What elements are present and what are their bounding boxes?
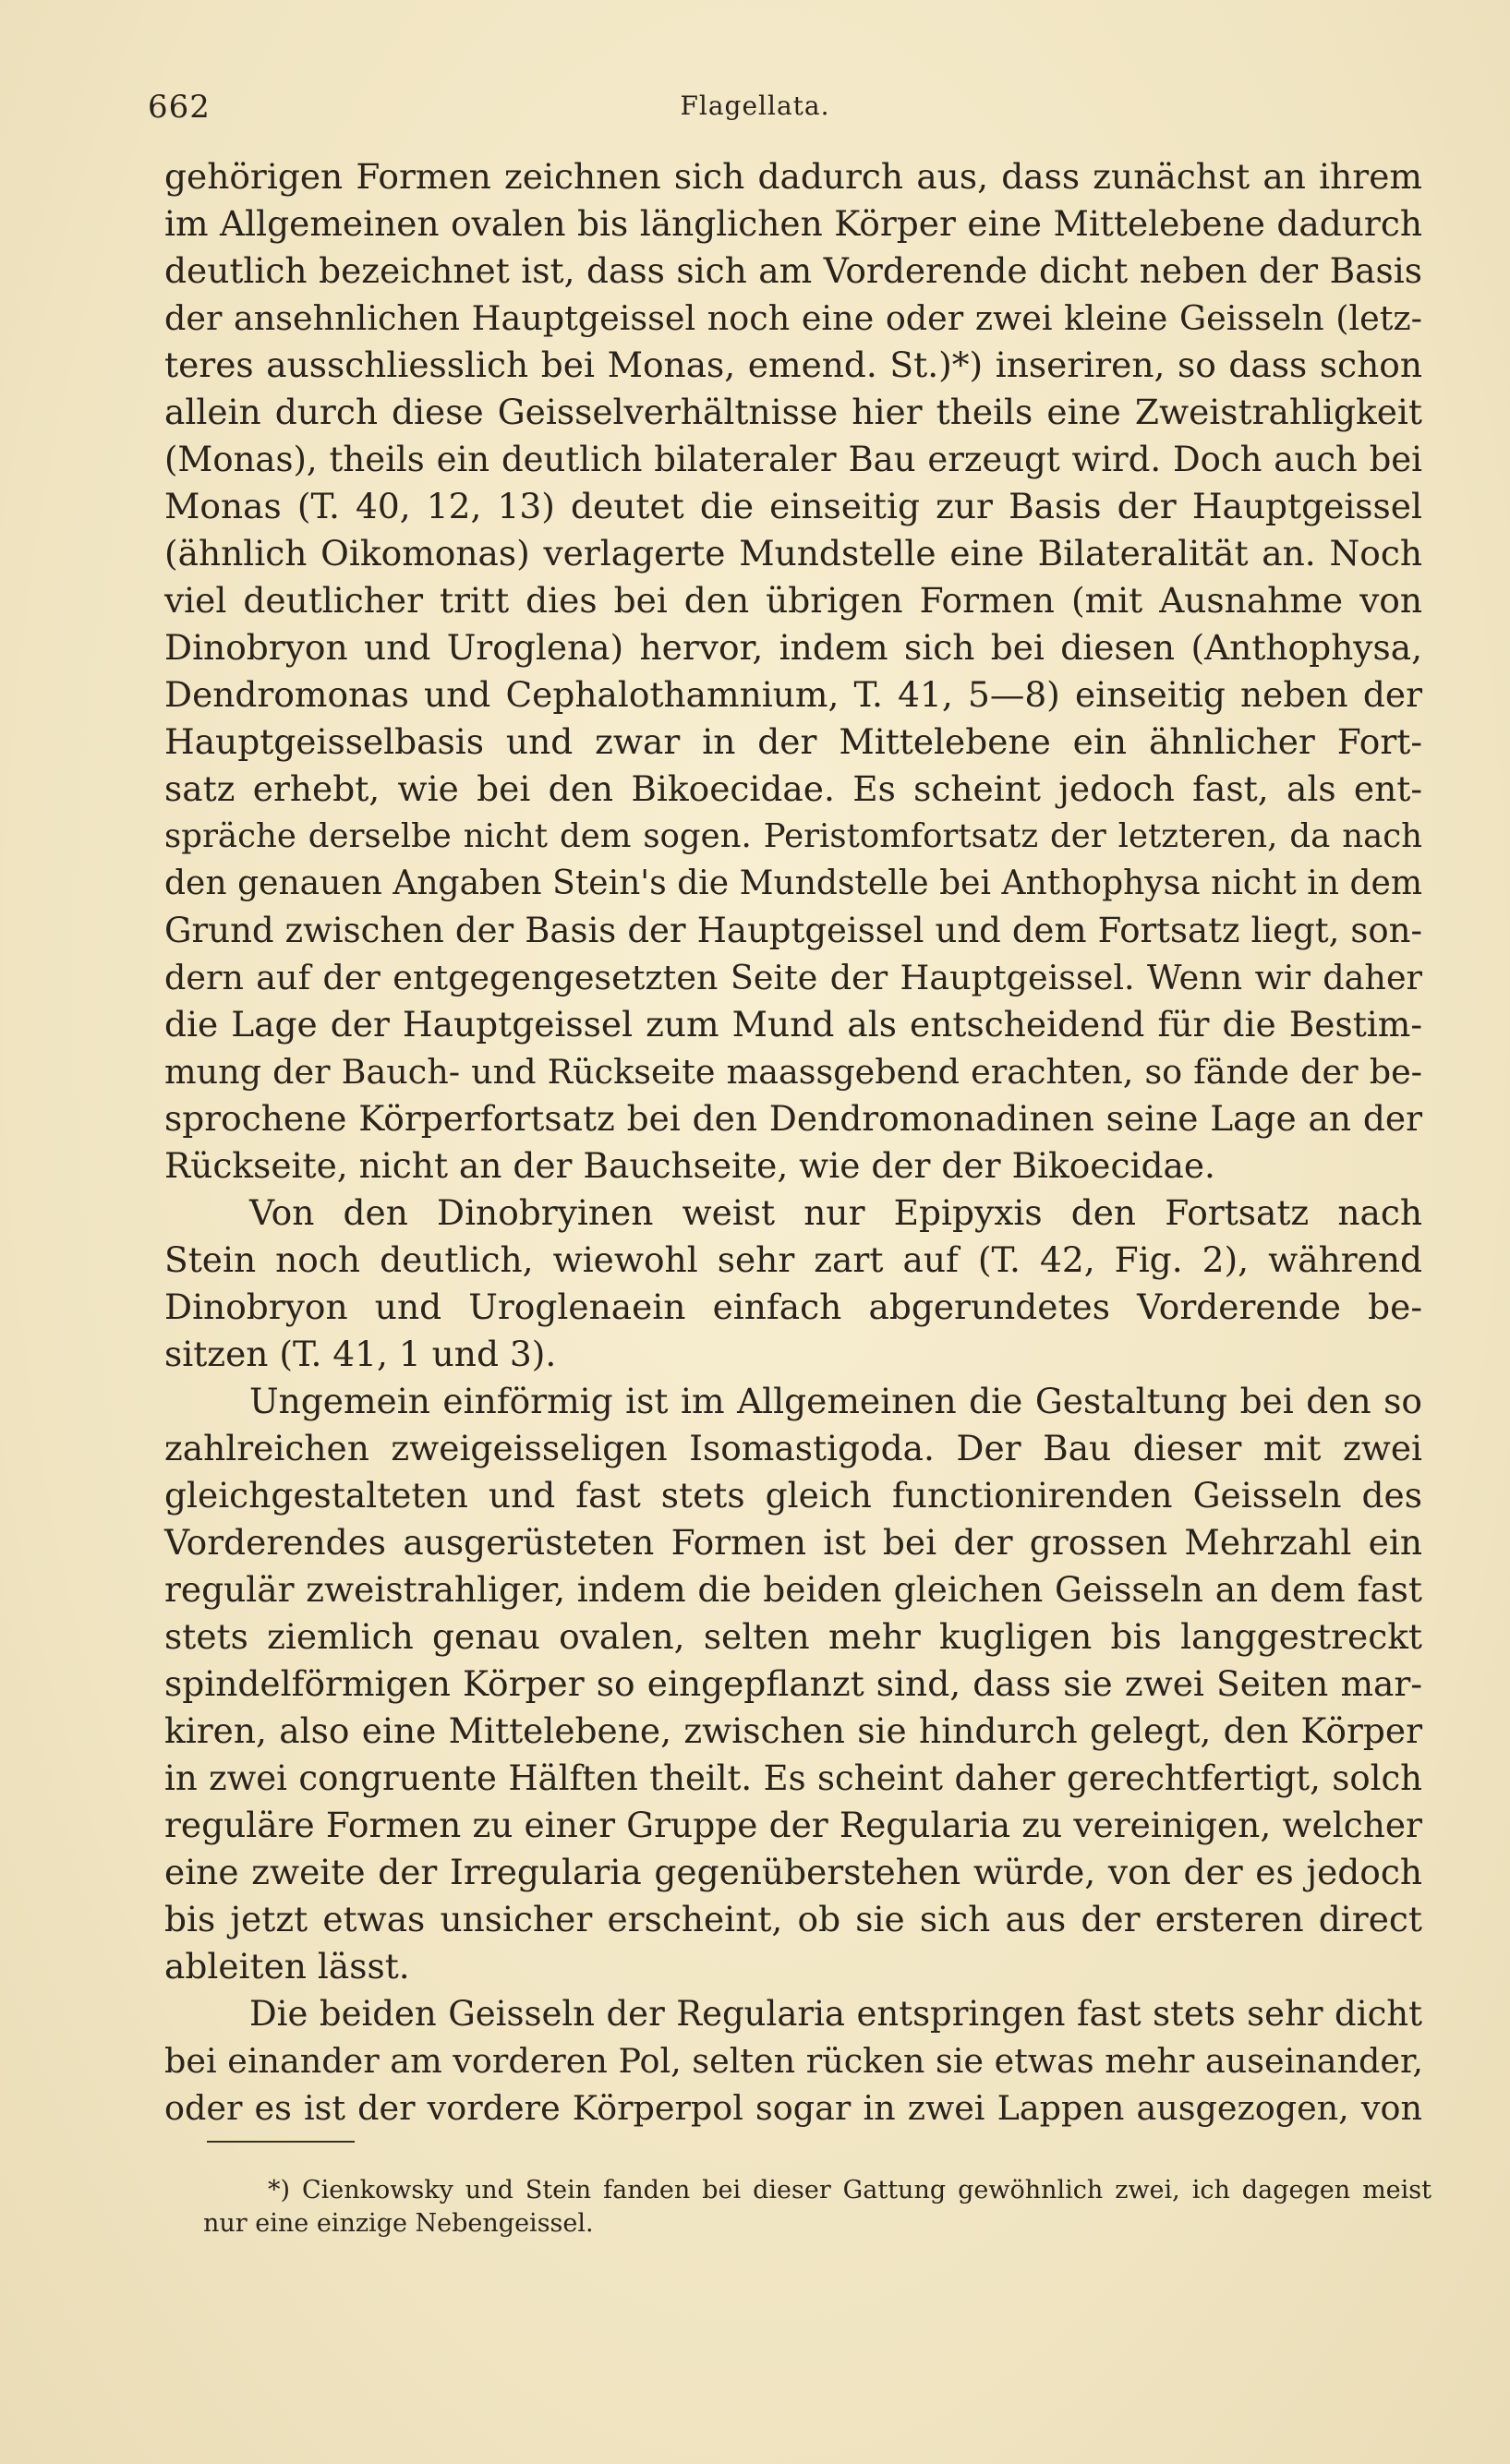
text-line: dern auf der entgegengesetzten Seite der Hauptgeissel. Wenn wir daher xyxy=(164,958,1422,997)
text-line: Monas (T. 40, 12, 13) deutet die einseitig zur Basis der Hauptgeissel xyxy=(164,486,1422,526)
text-line: reguläre Formen zu einer Gruppe der Regularia zu vereinigen, welcher xyxy=(164,1805,1422,1845)
footnote xyxy=(203,2174,1431,2241)
text-line: gleichgestalteten und fast stets gleich functionirenden Geisseln des xyxy=(164,1475,1422,1516)
text-line: Von den Dinobryinen weist nur Epipyxis den Fortsatz nach xyxy=(249,1192,1422,1233)
text-line: bis jetzt etwas unsicher erscheint, ob sie sich aus der ersteren direct xyxy=(164,1899,1422,1939)
text-line: Dendromonas und Cephalothamnium, T. 41, 5—8) einseitig neben der xyxy=(164,674,1422,715)
footnote-line: *) Cienkowsky und Stein fanden bei dieser Gattung gewöhnlich zwei, ich dagegen meist xyxy=(268,2176,1431,2204)
text-line: stets ziemlich genau ovalen, selten mehr kugligen bis langgestreckt xyxy=(164,1616,1422,1657)
text-line: mung der Bauch- und Rückseite maassgebend erachten, so fände der be- xyxy=(164,1052,1422,1092)
text-line: Dinobryon und Uroglena) hervor, indem sich bei diesen (Anthophysa, xyxy=(164,627,1422,668)
text-line: (ähnlich Oikomonas) verlagerte Mundstelle eine Bilateralität an. Noch xyxy=(164,533,1422,574)
running-title: Flagellata. xyxy=(680,91,830,121)
text-line: sitzen (T. 41, 1 und 3). xyxy=(164,1334,557,1374)
text-line: ableiten lässt. xyxy=(164,1946,410,1987)
text-line: spindelförmigen Körper so eingepflanzt sind, dass sie zwei Seiten mar- xyxy=(164,1663,1422,1704)
text-line: satz erhebt, wie bei den Bikoecidae. Es scheint jedoch fast, als ent- xyxy=(164,768,1422,809)
footnote-divider xyxy=(207,2141,355,2143)
text-line: Ungemein einförmig ist im Allgemeinen die Gestaltung bei den so xyxy=(249,1381,1422,1421)
footnote-line: nur eine einzige Nebengeissel. xyxy=(203,2209,594,2238)
text-line: der ansehnlichen Hauptgeissel noch eine oder zwei kleine Geisseln (letz- xyxy=(164,298,1422,338)
text-line: teres ausschliesslich bei Monas, emend. St.)*) inseriren, so dass schon xyxy=(164,344,1422,385)
text-line: Hauptgeisselbasis und zwar in der Mittelebene ein ähnlicher Fort- xyxy=(164,721,1422,762)
text-line: bei einander am vorderen Pol, selten rücken sie etwas mehr auseinander, xyxy=(164,2041,1424,2081)
text-line: oder es ist der vordere Körperpol sogar in zwei Lappen ausgezogen, von xyxy=(164,2088,1422,2128)
text-line: kiren, also eine Mittelebene, zwischen sie hindurch gelegt, den Körper xyxy=(164,1710,1422,1751)
text-line: regulär zweistrahliger, indem die beiden gleichen Geisseln an dem fast xyxy=(164,1569,1422,1610)
text-line: deutlich bezeichnet ist, dass sich am Vorderende dicht neben der Basis xyxy=(164,250,1422,291)
text-line: Rückseite, nicht an der Bauchseite, wie der der Bikoecidae. xyxy=(164,1145,1215,1186)
text-line: spräche derselbe nicht dem sogen. Peristomfortsatz der letzteren, da nach xyxy=(164,817,1422,855)
text-line: Die beiden Geisseln der Regularia entspringen fast stets sehr dicht xyxy=(249,1994,1422,2034)
text-line: allein durch diese Geisselverhältnisse hier theils eine Zweistrahligkeit xyxy=(164,392,1422,432)
text-line: sprochene Körperfortsatz bei den Dendromonadinen seine Lage an der xyxy=(164,1098,1422,1139)
text-line: viel deutlicher tritt dies bei den übrigen Formen (mit Ausnahme von xyxy=(164,580,1422,621)
page-number: 662 xyxy=(148,89,211,126)
text-line: zahlreichen zweigeisseligen Isomastigoda. Der Bau dieser mit zwei xyxy=(164,1428,1422,1468)
body-text xyxy=(164,153,1422,2132)
text-line: im Allgemeinen ovalen bis länglichen Körper eine Mittelebene dadurch xyxy=(164,203,1422,244)
text-line: den genauen Angaben Stein's die Mundstelle bei Anthophysa nicht in dem xyxy=(164,864,1422,902)
text-line: eine zweite der Irregularia gegenüberstehen würde, von der es jedoch xyxy=(164,1852,1422,1892)
text-line: in zwei congruente Hälften theilt. Es scheint daher gerechtfertigt, solch xyxy=(164,1758,1422,1798)
text-line: Dinobryon und Uroglenaein einfach abgerundetes Vorderende be- xyxy=(164,1286,1422,1327)
text-line: Stein noch deutlich, wiewohl sehr zart auf (T. 42, Fig. 2), während xyxy=(164,1239,1422,1280)
text-line: gehörigen Formen zeichnen sich dadurch aus, dass zunächst an ihrem xyxy=(164,156,1422,197)
text-line: die Lage der Hauptgeissel zum Mund als entscheidend für die Bestim- xyxy=(164,1004,1422,1045)
text-line: Grund zwischen der Basis der Hauptgeissel und dem Fortsatz liegt, son- xyxy=(164,911,1422,950)
text-line: (Monas), theils ein deutlich bilateraler Bau erzeugt wird. Doch auch bei xyxy=(164,440,1422,479)
text-line: Vorderendes ausgerüsteten Formen ist bei der grossen Mehrzahl ein xyxy=(164,1522,1422,1563)
